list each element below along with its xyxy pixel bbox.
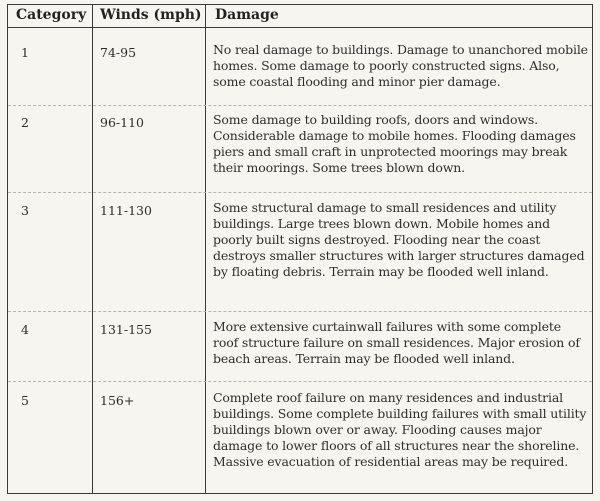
header-divider <box>8 27 592 28</box>
row-3-damage: Some structural damage to small residences and utility buildings. Large trees blown down. Mobile homes and poorly built signs destroyed. Flooding near the coast destroys smaller structures with larger structures damaged by floating debris. Terrain may be flooded well inland. <box>213 200 585 279</box>
hurricane-scale-table <box>7 4 593 494</box>
row-3-category: 3 <box>21 203 29 218</box>
row-1-category: 1 <box>21 45 29 60</box>
row-divider <box>8 192 592 193</box>
row-5-winds: 156+ <box>100 393 135 408</box>
row-5-category: 5 <box>21 393 29 408</box>
column-divider-1 <box>92 5 93 493</box>
row-divider <box>8 311 592 312</box>
row-1-damage: No real damage to buildings. Damage to unanchored mobile homes. Some damage to poorly constructed signs. Also, some coastal flooding and minor pier damage. <box>213 42 588 89</box>
row-3-winds: 111-130 <box>100 203 152 218</box>
header-damage: Damage <box>215 7 279 23</box>
row-4-damage: More extensive curtainwall failures with some complete roof structure failure on small residences. Major erosion of beach areas. Terrain may be flooded well inland. <box>213 319 580 366</box>
row-divider <box>8 105 592 106</box>
row-4-winds: 131-155 <box>100 322 152 337</box>
row-2-category: 2 <box>21 115 29 130</box>
row-2-winds: 96-110 <box>100 115 144 130</box>
row-5-damage: Complete roof failure on many residences and industrial buildings. Some complete building failures with small utility buildings blown over or away. Flooding causes major damage to lower floors of all structures near the shoreline. Massive evacuation of residential areas may be required. <box>213 390 587 469</box>
header-category: Category <box>16 7 87 23</box>
header-winds: Winds (mph) <box>100 7 202 23</box>
row-4-category: 4 <box>21 322 29 337</box>
row-1-winds: 74-95 <box>100 45 137 60</box>
column-divider-2 <box>205 5 206 493</box>
row-2-damage: Some damage to building roofs, doors and windows. Considerable damage to mobile homes. Flooding damages piers and small craft in unprotected moorings may break their moorings. Some trees blown down. <box>213 112 576 175</box>
row-divider <box>8 381 592 382</box>
